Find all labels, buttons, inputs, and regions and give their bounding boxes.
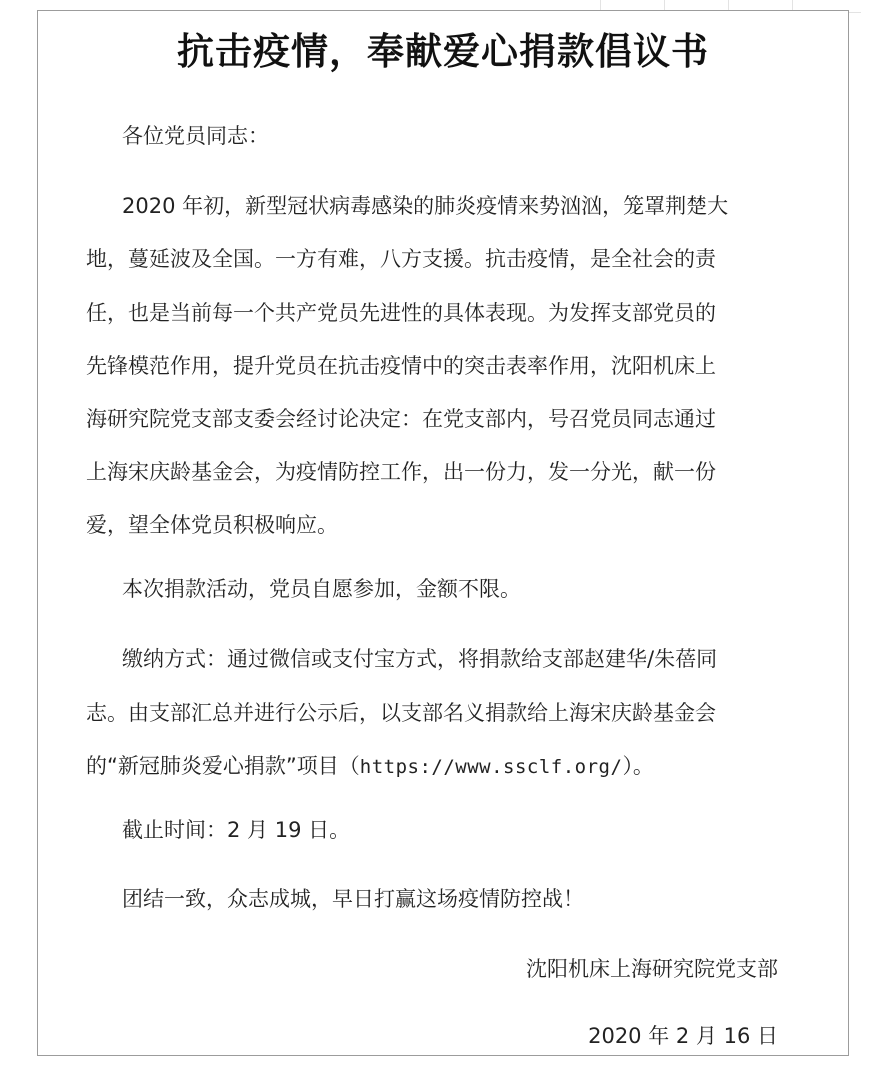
paragraph-line: 海研究院党支部支委会经讨论决定：在党支部内，号召党员同志通过 (86, 407, 716, 431)
paragraph-line: 2020 年初，新型冠状病毒感染的肺炎疫情来势汹汹，笼罩荆楚大 (122, 194, 729, 218)
paragraph-line: 上海宋庆龄基金会，为疫情防控工作，出一份力，发一分光，献一份 (86, 460, 716, 484)
paragraph-line: 地，蔓延波及全国。一方有难，八方支援。抗击疫情，是全社会的责 (86, 247, 716, 271)
signature: 沈阳机床上海研究院党支部 (526, 957, 778, 981)
paragraph-line: 爱，望全体党员积极响应。 (86, 513, 338, 537)
salutation: 各位党员同志： (122, 124, 269, 148)
donation-url-link[interactable]: https://www.ssclf.org/ (359, 756, 623, 778)
closing-slogan: 团结一致，众志成城，早日打赢这场疫情防控战！ (122, 887, 584, 911)
paragraph-end-text: ）。 (622, 754, 654, 778)
paragraph-line: 任，也是当前每一个共产党员先进性的具体表现。为发挥支部党员的 (86, 301, 716, 325)
notice-document (37, 10, 849, 1056)
paragraph-line: 志。由支部汇总并进行公示后，以支部名义捐款给上海宋庆龄基金会 (86, 701, 716, 725)
issue-date: 2020 年 2 月 16 日 (588, 1024, 778, 1048)
deadline-line: 截止时间：2 月 19 日。 (122, 818, 351, 842)
paragraph-line: 缴纳方式：通过微信或支付宝方式，将捐款给支部赵建华/朱蓓同 (122, 647, 718, 671)
document-title: 抗击疫情，奉献爱心捐款倡议书 (177, 30, 709, 73)
paragraph-voluntary: 本次捐款活动，党员自愿参加，金额不限。 (122, 577, 521, 601)
project-name-text: 的“新冠肺炎爱心捐款”项目（ (86, 754, 360, 778)
paragraph-line: 先锋模范作用，提升党员在抗击疫情中的突击表率作用，沈阳机床上 (86, 354, 716, 378)
paragraph-line (86, 751, 654, 782)
